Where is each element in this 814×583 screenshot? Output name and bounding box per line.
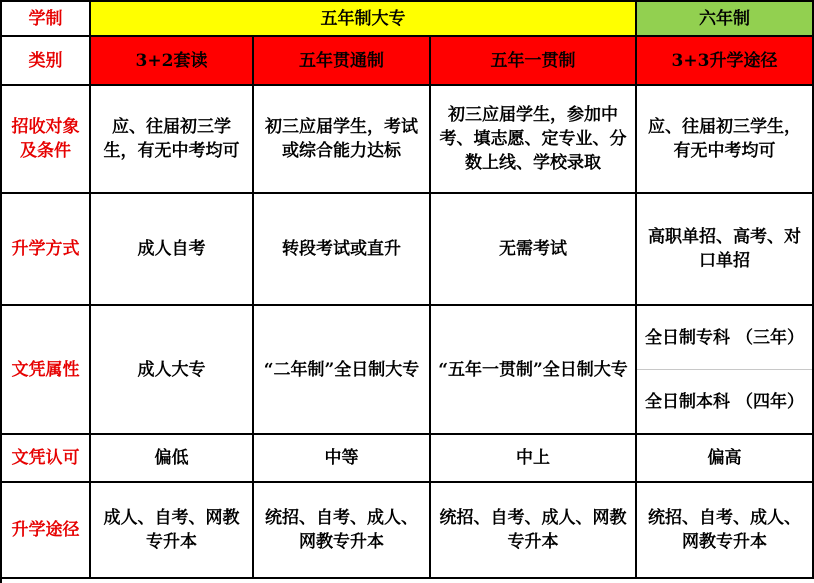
- row-label-leibie: 类别: [2, 37, 91, 86]
- wenping-shuxing-top: 全日制专科 （三年）: [637, 306, 812, 370]
- zhaoshou-cell: 应、往届初三学生，有无中考均可: [637, 86, 814, 194]
- row-label-wenping-shuxing: 文凭属性: [2, 306, 91, 435]
- wenping-renke-cell: 中等: [254, 435, 431, 483]
- header-six-year: 六年制: [637, 2, 814, 37]
- wenping-shuxing-cell: “二年制”全日制大专: [254, 306, 431, 435]
- header-five-year: 五年制大专: [91, 2, 637, 37]
- wenping-renke-cell: 中上: [431, 435, 637, 483]
- row-label-shengxue-fangshi: 升学方式: [2, 194, 91, 306]
- shengxue-tujing-cell: 统招、自考、成人、网教专升本: [431, 483, 637, 579]
- shengxue-fangshi-cell: 成人自考: [91, 194, 254, 306]
- wenping-shuxing-cell: 成人大专: [91, 306, 254, 435]
- shengxue-tujing-cell: 统招、自考、成人、网教专升本: [637, 483, 814, 579]
- zhaoshou-cell: 应、往届初三学生，有无中考均可: [91, 86, 254, 194]
- wenping-shuxing-bottom: 全日制本科 （四年）: [645, 391, 804, 412]
- zhaoshou-cell: 初三应届学生，考试或综合能力达标: [254, 86, 431, 194]
- category-cell: 3+3升学途径: [637, 37, 814, 86]
- shengxue-fangshi-cell: 高职单招、高考、对口单招: [637, 194, 814, 306]
- wenping-shuxing-split-cell: [637, 306, 814, 435]
- row-label-wenping-renke: 文凭认可: [2, 435, 91, 483]
- category-cell: 五年贯通制: [254, 37, 431, 86]
- category-cell: 五年一贯制: [431, 37, 637, 86]
- zhaoshou-cell: 初三应届学生，参加中考、填志愿、定专业、分数上线、学校录取: [431, 86, 637, 194]
- shengxue-fangshi-cell: 转段考试或直升: [254, 194, 431, 306]
- shengxue-tujing-cell: 统招、自考、成人、网教专升本: [254, 483, 431, 579]
- wenping-renke-cell: 偏高: [637, 435, 814, 483]
- row-label-shengxue-tujing: 升学途径: [2, 483, 91, 579]
- shengxue-tujing-cell: 成人、自考、网教专升本: [91, 483, 254, 579]
- row-label-xuezhi: 学制: [2, 2, 91, 37]
- category-cell: 3+2套读: [91, 37, 254, 86]
- wenping-renke-cell: 偏低: [91, 435, 254, 483]
- shengxue-fangshi-cell: 无需考试: [431, 194, 637, 306]
- wenping-shuxing-cell: “五年一贯制”全日制大专: [431, 306, 637, 435]
- row-label-zhaoshou: 招收对象及条件: [2, 86, 91, 194]
